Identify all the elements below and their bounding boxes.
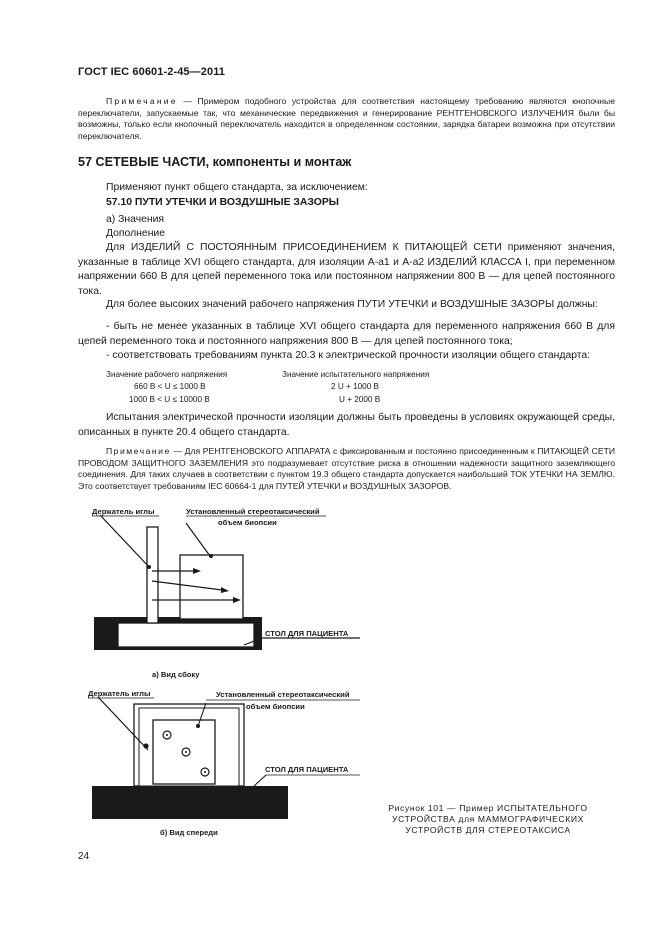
footnote-prefix: Примечание xyxy=(106,446,171,456)
front-view xyxy=(88,689,360,837)
figure-caption-line: УСТРОЙСТВ ДЛЯ СТЕРЕОТАКСИСА xyxy=(405,825,571,835)
paragraph-1: Для ИЗДЕЛИЙ С ПОСТОЯННЫМ ПРИСОЕДИНЕНИЕМ К ПИТАЮЩЕЙ СЕТИ применяют значения, указанные в таблице XVI общего стандарта, для изоляции A-a1 и A-a2 ИЗДЕЛИЙ КЛАССА I, при переменном напряжении 660 В для цепей переменного тока или постоянном напряжении 800 В — для цепей постоянного тока. xyxy=(78,242,615,297)
paragraph-2: Для более высоких значений рабочего напряжения ПУТИ УТЕЧКИ и ВОЗДУШНЫЕ ЗАЗОРЫ должны: xyxy=(106,299,598,310)
side-needle-holder xyxy=(147,527,158,623)
section-title: 57 СЕТЕВЫЕ ЧАСТИ, компоненты и монтаж xyxy=(78,155,352,169)
addition-label: Дополнение xyxy=(106,228,166,239)
bullet-2: - соответствовать требованиям пункта 20.3 к электрической прочности изоляции общего стандарта: xyxy=(106,350,591,361)
side-label-volume-1: Установленный стереотаксический xyxy=(186,507,320,516)
figure-caption-line: Рисунок 101 — Пример ИСПЫТАТЕЛЬНОГО xyxy=(388,803,588,813)
table-cell: U + 2000 В xyxy=(339,395,381,404)
side-caption: а) Вид сбоку xyxy=(152,670,200,679)
side-biopsy-volume xyxy=(180,555,243,619)
document-header: ГОСТ IEC 60601-2-45—2011 xyxy=(78,66,226,78)
table-header-test: Значение испытательного напряжения xyxy=(282,370,430,379)
figure-caption-line: УСТРОЙСТВА для МАММОГРАФИЧЕСКИХ xyxy=(392,814,584,824)
side-label-volume-2: объем биопсии xyxy=(218,518,277,527)
note-text: — Примером подобного устройства для соответствия настоящему требованию являются кнопочные переключатели, запускаемые так, что механические передвижения и генерирование РЕНТГЕНОВСКОГО ИЗЛУЧЕНИЯ были бы возможны, только если кнопочный переключатель находится в определенном состоянии, зарядка батареи возможна при отсутствии переключателя. xyxy=(78,96,615,141)
side-leader-volume xyxy=(186,523,210,556)
page-number: 24 xyxy=(78,851,90,862)
table-cell: 2 U + 1000 В xyxy=(331,382,380,391)
side-label-table: СТОЛ ДЛЯ ПАЦИЕНТА xyxy=(265,629,349,638)
bullet-1: - быть не менее указанных в таблице XVI общего стандарта для переменного напряжения 660 В для цепей переменного тока и постоянного напряжения 800 В — для цепей постоянного тока; xyxy=(78,321,615,347)
front-label-needle-holder: Держатель иглы xyxy=(88,689,151,698)
front-table-base xyxy=(92,786,288,819)
footnote-text: — Для РЕНТГЕНОВСКОГО АППАРАТА с фиксированным и постоянно присоединенным к ПИТАЮЩЕЙ СЕТИ ПРОВОДОМ ЗАЩИТНОГО ЗАЗЕМЛЕНИЯ это подразумевает отсутствие риска в отношении надежности защитного заземляющего соединения. Для таких случаев в соответствии с пунктом 19.3 общего стандарта допускается наибольший ТОК УТЕЧКИ НА ЗЕМЛЮ. Это соответствует требованиям IEC 60664-1 для ПУТЕЙ УТЕЧКИ и ВОЗДУШНЫХ ЗАЗОРОВ. xyxy=(78,446,615,491)
side-view xyxy=(92,507,360,679)
leader-dot xyxy=(209,554,213,558)
subsection-title: 57.10 ПУТИ УТЕЧКИ И ВОЗДУШНЫЕ ЗАЗОРЫ xyxy=(106,197,339,208)
item-a: а) Значения xyxy=(106,214,165,225)
front-label-volume-2: объем биопсии xyxy=(246,702,305,711)
front-label-volume-1: Установленный стереотаксический xyxy=(216,690,350,699)
leader-dot xyxy=(147,565,151,569)
side-table-top xyxy=(118,623,254,647)
table-cell: 660 В < U ≤ 1000 В xyxy=(134,382,206,391)
intro-text: Применяют пункт общего стандарта, за исключением: xyxy=(106,182,368,193)
side-leader-holder xyxy=(100,515,150,568)
side-label-needle-holder: Держатель иглы xyxy=(92,507,155,516)
front-caption: б) Вид спереди xyxy=(160,828,218,837)
note-prefix: Примечание xyxy=(106,96,178,106)
table-cell: 1000 В < U ≤ 10000 В xyxy=(129,395,210,404)
figure-caption xyxy=(372,803,604,836)
table-header-working: Значение рабочего напряжения xyxy=(106,370,228,379)
paragraph-3: Испытания электрической прочности изоляции должны быть проведены в условиях окружающей среды, описанных в пункте 20.4 общего стандарта. xyxy=(78,412,615,438)
front-label-table: СТОЛ ДЛЯ ПАЦИЕНТА xyxy=(265,765,349,774)
